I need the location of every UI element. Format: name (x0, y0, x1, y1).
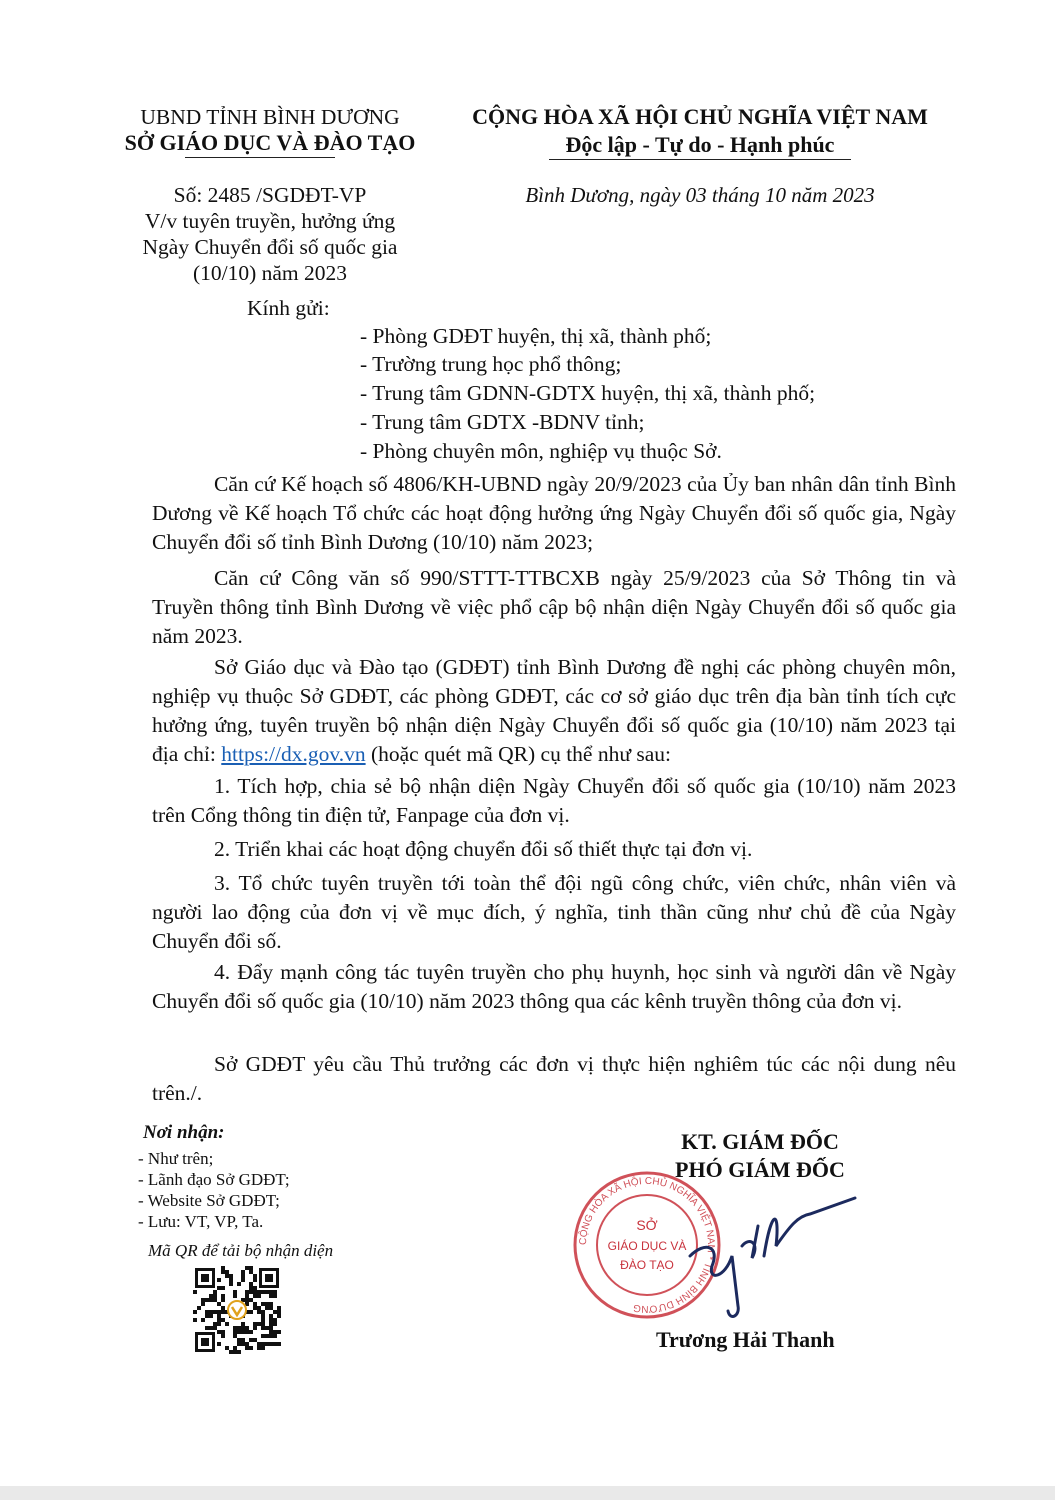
nation-title: CỘNG HÒA XÃ HỘI CHỦ NGHĨA VIỆT NAM (472, 104, 928, 129)
task-item-3: 3. Tổ chức tuyên truyền tới toàn thể đội ngũ công chức, viên chức, nhân viên và người lao động của đơn vị về mục đích, ý nghĩa, tinh thần cũng như chủ đề của Ngày Chuyển đổi số. (152, 871, 956, 953)
issue-date: Bình Dương, ngày 03 tháng 10 năm 2023 (525, 183, 875, 207)
recipient-footer-item: - Như trên; (138, 1149, 214, 1168)
svg-text:ĐÀO TẠO: ĐÀO TẠO (620, 1258, 674, 1272)
website-link[interactable]: https://dx.gov.vn (221, 742, 366, 766)
svg-text:SỞ: SỞ (636, 1217, 658, 1233)
paragraph-request: Sở Giáo dục và Đào tạo (GDĐT) tỉnh Bình Dương đề nghị các phòng chuyên môn, nghiệp vụ thuộc Sở GDĐT, các phòng GDĐT, các cơ sở giáo dục trên địa bàn tỉnh tích cực hưởng ứng, tuyên truyền bộ nhận diện Ngày Chuyển đổi số quốc gia (10/10) năm 2023 tại địa chỉ: https://dx.gov.vn (hoặc quét mã QR) cụ thể như sau: (152, 655, 956, 766)
motto: Độc lập - Tự do - Hạnh phúc (565, 132, 835, 157)
recipient-footer-item: - Lãnh đạo Sở GDĐT; (138, 1170, 290, 1189)
department-underline (185, 157, 335, 158)
authority-name: UBND TỈNH BÌNH DƯƠNG (140, 105, 400, 129)
motto-underline (549, 159, 851, 160)
task-item-2: 2. Triển khai các hoạt động chuyển đổi số thiết thực tại đơn vị. (214, 837, 753, 861)
recipient-item: - Phòng GDĐT huyện, thị xã, thành phố; (360, 324, 712, 348)
subject-line-3: (10/10) năm 2023 (192, 261, 348, 285)
qr-caption: Mã QR để tải bộ nhận diện (148, 1241, 334, 1260)
page-bottom-bar (0, 1486, 1055, 1500)
recipient-footer-item: - Website Sở GDĐT; (138, 1191, 280, 1210)
signer-title-1: KT. GIÁM ĐỐC (681, 1129, 839, 1154)
document-number: Số: 2485 /SGDĐT-VP (173, 183, 367, 207)
signer-title-2: PHÓ GIÁM ĐỐC (675, 1157, 845, 1182)
signer-name: Trương Hải Thanh (656, 1327, 835, 1352)
recipient-item: - Trường trung học phổ thông; (360, 352, 622, 376)
recipient-item: - Trung tâm GDTX -BDNV tỉnh; (360, 410, 645, 434)
recipients-footer-label: Nơi nhận: (143, 1122, 225, 1143)
qr-code[interactable] (193, 1266, 281, 1354)
closing-paragraph: Sở GDĐT yêu cầu Thủ trưởng các đơn vị thực hiện nghiêm túc các nội dung nêu trên./. (152, 1052, 956, 1105)
recipient-footer-item: - Lưu: VT, VP, Ta. (138, 1212, 264, 1231)
recipient-item: - Trung tâm GDNN-GDTX huyện, thị xã, thành phố; (360, 381, 816, 405)
recipients-footer-list (138, 1148, 290, 1232)
task-item-4: 4. Đẩy mạnh công tác tuyên truyền cho phụ huynh, học sinh và người dân về Ngày Chuyển đổi số quốc gia (10/10) năm 2023 thông qua các kênh truyền thông của đơn vị. (152, 960, 956, 1013)
svg-text:GIÁO DỤC VÀ: GIÁO DỤC VÀ (607, 1239, 687, 1253)
subject-line-1: V/v tuyên truyền, hưởng ứng (144, 209, 396, 233)
recipient-item: - Phòng chuyên môn, nghiệp vụ thuộc Sở. (360, 439, 722, 463)
paragraph-legal-basis-2: Căn cứ Công văn số 990/STTT-TTBCXB ngày 25/9/2023 của Sở Thông tin và Truyền thông tỉnh Bình Dương về việc phổ cập bộ nhận diện Ngày Chuyển đổi số quốc gia năm 2023. (152, 566, 956, 648)
svg-text:CỘNG HÒA XÃ HỘI CHỦ NGHĨA VIỆT: CỘNG HÒA XÃ HỘI CHỦ NGHĨA VIỆT NAM * TỈNH BÌNH DƯƠNG (577, 1175, 717, 1315)
subject-line-2: Ngày Chuyển đổi số quốc gia (142, 235, 398, 259)
recipients-label: Kính gửi: (247, 296, 330, 320)
paragraph-legal-basis-1: Căn cứ Kế hoạch số 4806/KH-UBND ngày 20/9/2023 của Ủy ban nhân dân tỉnh Bình Dương về Kế hoạch Tổ chức các hoạt động hưởng ứng Ngày Chuyển đổi số quốc gia, Ngày Chuyển đổi số tỉnh Bình Dương (10/10) năm 2023; (152, 472, 956, 554)
task-item-1: 1. Tích hợp, chia sẻ bộ nhận diện Ngày Chuyển đổi số quốc gia (10/10) năm 2023 trên Cổng thông tin điện tử, Fanpage của đơn vị. (152, 774, 956, 827)
signature-icon (680, 1186, 860, 1326)
department-name: SỞ GIÁO DỤC VÀ ĐÀO TẠO (124, 130, 416, 155)
